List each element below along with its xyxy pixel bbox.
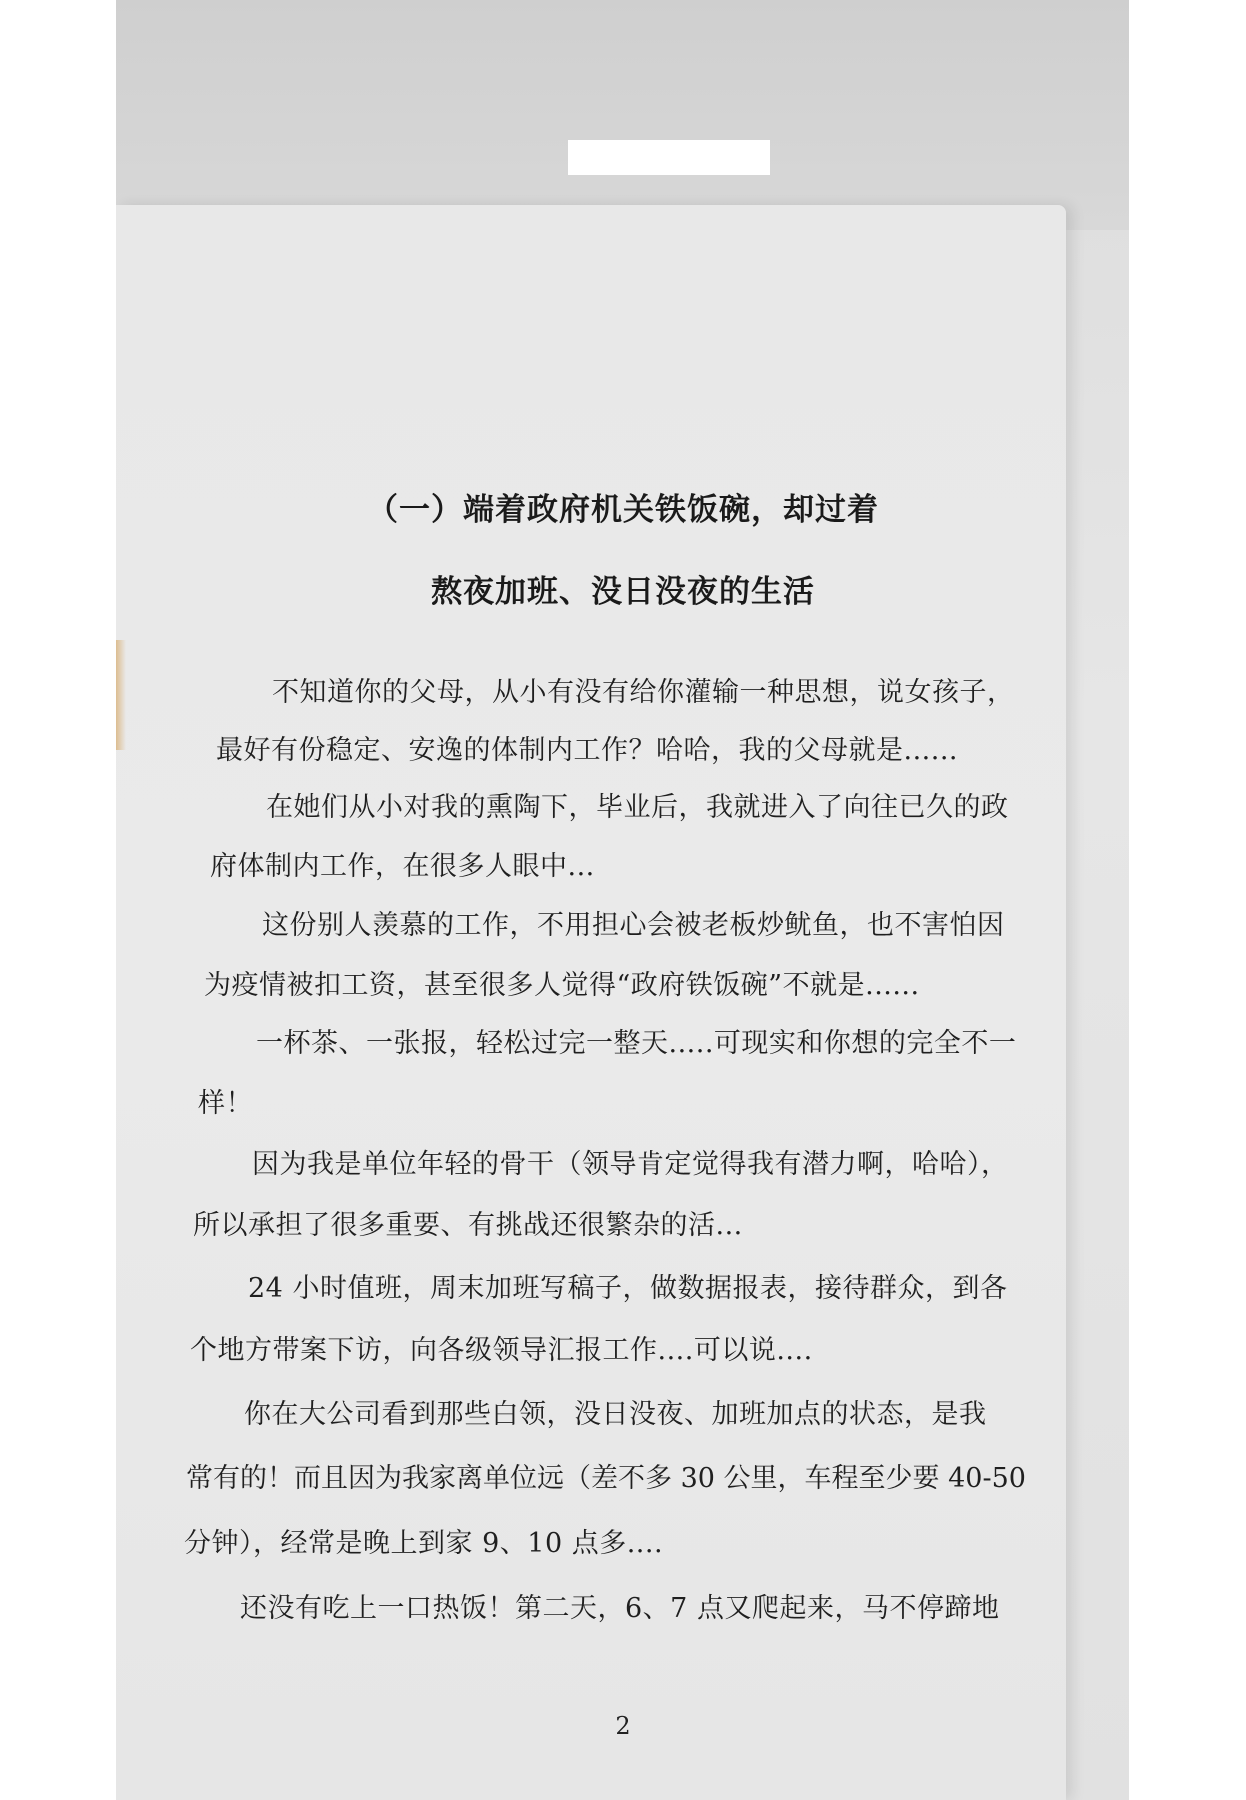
page-edge-tab (116, 640, 126, 750)
body-line-16: 还没有吃上一口热饭！第二天，6、7 点又爬起来，马不停蹄地 (240, 1593, 1000, 1624)
body-line-5: 这份别人羡慕的工作，不用担心会被老板炒鱿鱼，也不害怕因 (262, 910, 1005, 941)
body-line-8: 样！ (198, 1088, 253, 1119)
underlying-page (116, 0, 1129, 230)
redaction-block (568, 140, 770, 175)
body-line-1: 不知道你的父母，从小有没有给你灌输一种思想，说女孩子， (272, 677, 1015, 708)
chapter-title-line-1: （一）端着政府机关铁饭碗，却过着 (367, 492, 879, 528)
body-line-12: 个地方带案下访，向各级领导汇报工作....可以说.... (190, 1335, 813, 1366)
body-line-6: 为疫情被扣工资，甚至很多人觉得“政府铁饭碗”不就是...... (204, 970, 920, 1001)
body-line-2: 最好有份稳定、安逸的体制内工作？哈哈，我的父母就是...... (216, 735, 958, 766)
body-line-13: 你在大公司看到那些白领，没日没夜、加班加点的状态，是我 (244, 1399, 987, 1430)
body-line-4: 府体制内工作，在很多人眼中... (210, 851, 595, 882)
body-line-11: 24 小时值班，周末加班写稿子，做数据报表，接待群众，到各 (248, 1273, 1008, 1304)
page-number: 2 (615, 1712, 631, 1740)
body-line-3: 在她们从小对我的熏陶下，毕业后，我就进入了向往已久的政 (266, 792, 1009, 823)
body-line-7: 一杯茶、一张报，轻松过完一整天.....可现实和你想的完全不一 (256, 1028, 1017, 1059)
book-page (116, 205, 1066, 1800)
chapter-title-line-2: 熬夜加班、没日没夜的生活 (431, 574, 815, 610)
body-line-10: 所以承担了很多重要、有挑战还很繁杂的活... (193, 1210, 743, 1241)
body-line-9: 因为我是单位年轻的骨干（领导肯定觉得我有潜力啊，哈哈）， (252, 1149, 1009, 1180)
body-line-15: 分钟），经常是晚上到家 9、10 点多.... (184, 1528, 664, 1559)
body-line-14: 常有的！而且因为我家离单位远（差不多 30 公里，车程至少要 40-50 (186, 1463, 1026, 1494)
